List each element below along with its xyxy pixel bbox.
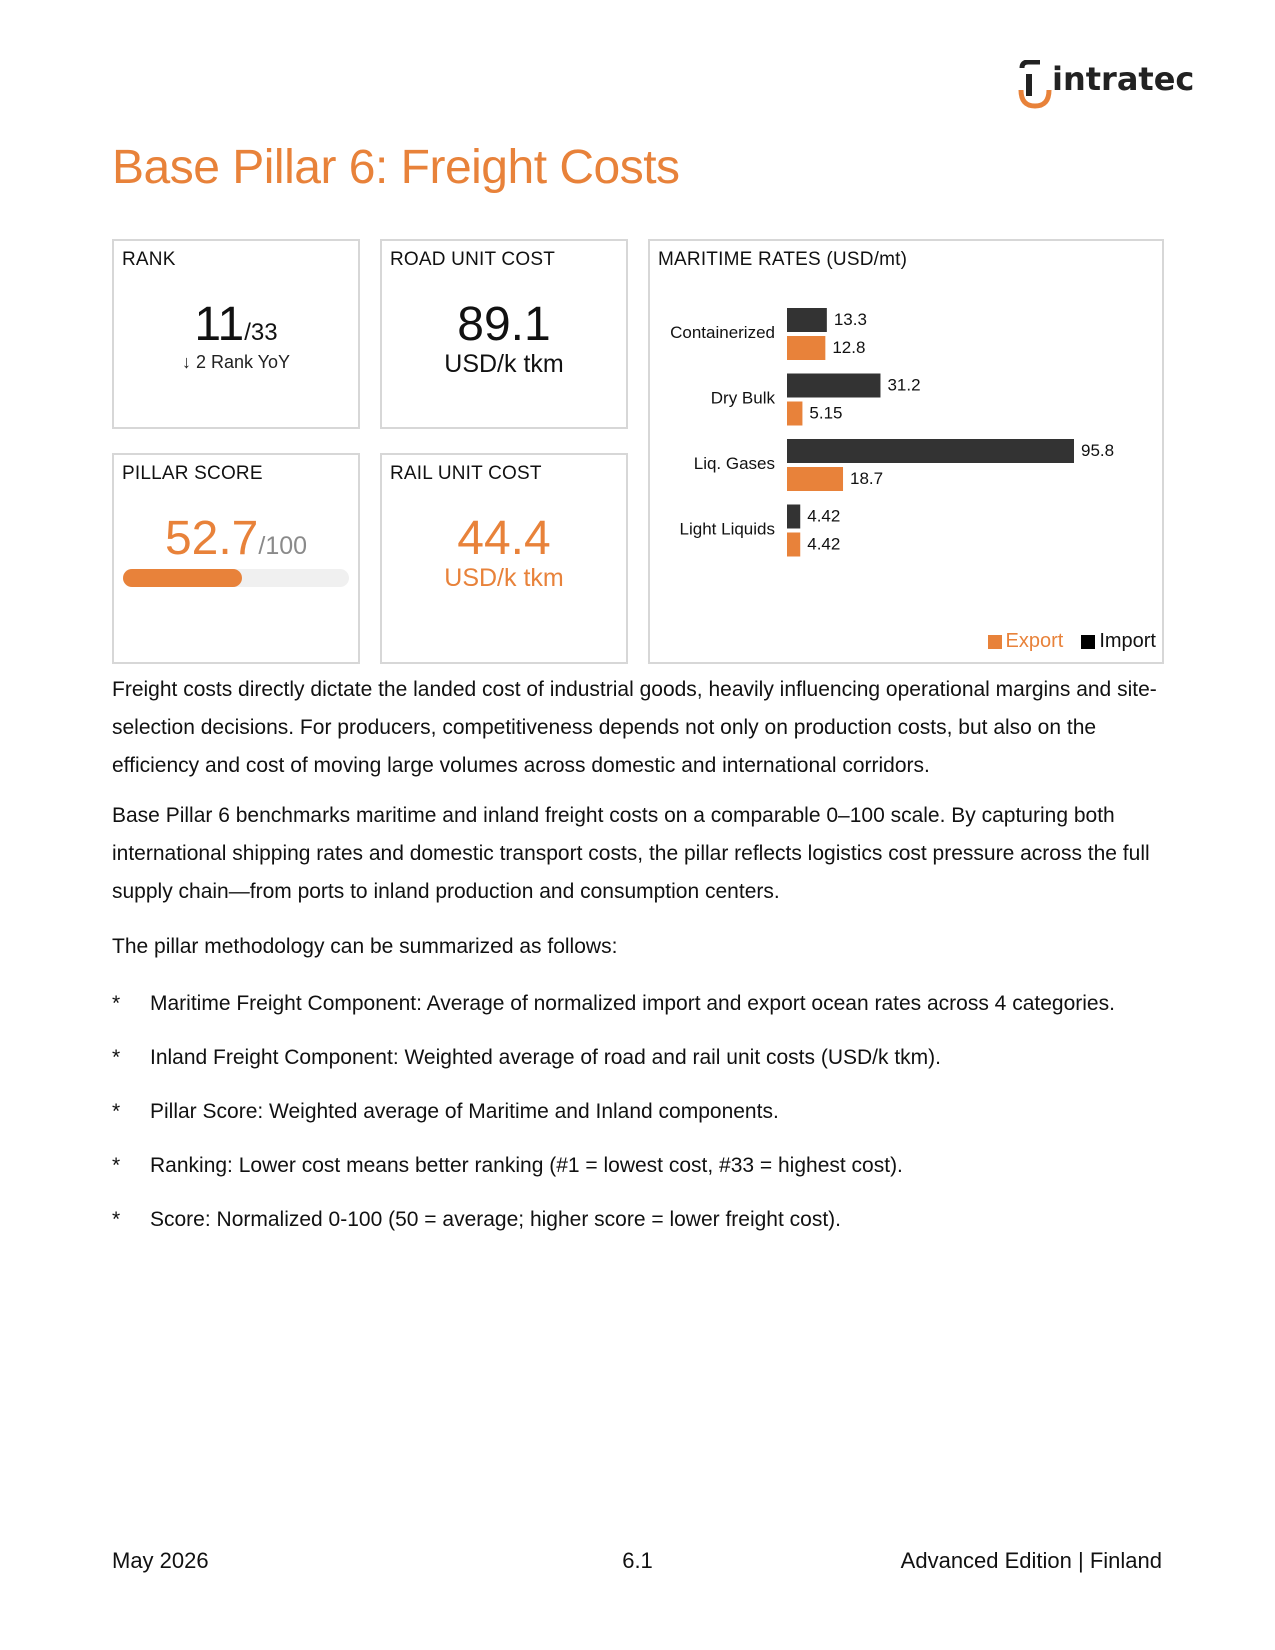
data-label-export-dry-bulk: 5.15 (809, 403, 843, 423)
bullet-marker: * (112, 1154, 121, 1177)
chart-legend (988, 630, 1157, 653)
list-item-text: Maritime Freight Component: Average of normalized import and export ocean rates across 4 categories. (150, 992, 1115, 1015)
maritime-rates-chart (650, 241, 1162, 621)
legend-item-export (988, 630, 1064, 653)
category-label-light-liquids: Light Liquids (679, 519, 775, 539)
list-item (112, 1147, 1164, 1185)
page-title: Base Pillar 6: Freight Costs (112, 141, 680, 194)
rank-value-line (114, 297, 358, 352)
score-value-line (114, 511, 358, 566)
data-label-export-liq-gases: 18.7 (850, 469, 884, 488)
list-item (112, 985, 1164, 1023)
rail-unit-cost-value: 44.4 (457, 512, 551, 565)
data-label-import-dry-bulk: 31.2 (887, 375, 921, 395)
legend-swatch-export (988, 635, 1002, 649)
bullet-marker: * (112, 1208, 121, 1231)
data-label-import-containerized: 13.3 (833, 310, 867, 329)
footer-date: May 2026 (112, 1548, 209, 1573)
score-value: 52.7 (164, 512, 259, 565)
road-unit-cost-card (380, 239, 628, 429)
list-item (112, 1201, 1164, 1239)
methodology-intro: The pillar methodology can be summarized as follows: (112, 935, 618, 958)
logo-text: intratec (1052, 60, 1195, 98)
data-label-export-containerized: 12.8 (832, 338, 866, 357)
list-item-text: Score: Normalized 0-100 (50 = average; higher score = lower freight cost). (150, 1208, 842, 1231)
bullet-marker: * (112, 992, 121, 1015)
score-total: /100 (258, 532, 308, 560)
score-progress-track (123, 569, 349, 587)
list-item (112, 1039, 1164, 1077)
rail-card-label: RAIL UNIT COST (390, 463, 542, 484)
methodology-list (112, 985, 1164, 1255)
bar-export-light-liquids (787, 533, 800, 557)
legend-swatch-import (1081, 635, 1095, 649)
rail-unit-cost-card (380, 453, 628, 664)
category-label-containerized: Containerized (670, 323, 775, 342)
data-label-import-light-liquids: 4.42 (807, 506, 841, 526)
footer-edition: Advanced Edition | Finland (900, 1548, 1162, 1573)
score-progress-fill (123, 569, 242, 587)
intratec-logo (1018, 56, 1195, 112)
benchmark-paragraph: Base Pillar 6 benchmarks maritime and inland freight costs on a comparable 0–100 scale. By capturing both international shipping rates and domestic transport costs, the pillar reflects logistics cost pressure across the full supply chain—from ports to inland production and consumption centers. (112, 804, 1150, 903)
bar-import-liq-gases (787, 439, 1074, 463)
footer-page-number: 6.1 (622, 1548, 653, 1573)
category-label-dry-bulk: Dry Bulk (710, 388, 775, 408)
bar-export-dry-bulk (787, 402, 802, 426)
rank-card (112, 239, 360, 429)
maritime-chart-title: MARITIME RATES (USD/mt) (658, 249, 908, 270)
list-item-text: Pillar Score: Weighted average of Maritime and Inland components. (150, 1100, 779, 1123)
rank-card-label: RANK (122, 249, 176, 270)
pillar-score-card (112, 453, 360, 664)
road-card-label: ROAD UNIT COST (390, 249, 556, 270)
maritime-rates-card (648, 239, 1164, 664)
logo-mark-icon (1018, 60, 1052, 110)
list-item (112, 1093, 1164, 1131)
bar-export-liq-gases (787, 467, 843, 491)
rank-value: 11 (194, 298, 245, 351)
list-item-text: Inland Freight Component: Weighted average of road and rail unit costs (USD/k tkm). (150, 1046, 941, 1069)
rank-yoy-change: ↓ 2 Rank YoY (181, 352, 291, 372)
bar-import-containerized (787, 308, 827, 332)
legend-item-import (1081, 630, 1156, 653)
bar-export-containerized (787, 336, 825, 360)
score-card-label: PILLAR SCORE (122, 463, 263, 484)
list-item-text: Ranking: Lower cost means better ranking (#1 = lowest cost, #33 = highest cost). (150, 1154, 903, 1177)
bullet-marker: * (112, 1046, 121, 1069)
category-label-liq-gases: Liq. Gases (693, 454, 775, 473)
bar-import-dry-bulk (787, 374, 880, 398)
legend-label-export: Export (1005, 630, 1064, 652)
bar-import-light-liquids (787, 505, 800, 529)
road-unit-cost-value: 89.1 (457, 298, 551, 351)
legend-label-import: Import (1099, 630, 1156, 652)
bullet-marker: * (112, 1100, 121, 1123)
intro-paragraph: Freight costs directly dictate the landed cost of industrial goods, heavily influencing operational margins and site-selection decisions. For producers, competitiveness depends not only on production costs, but also on the efficiency and cost of moving large volumes across domestic and international corridors. (112, 678, 1157, 777)
rank-total: /33 (244, 319, 278, 346)
data-label-import-liq-gases: 95.8 (1081, 441, 1115, 460)
rail-unit-cost-unit: USD/k tkm (444, 564, 564, 592)
road-unit-cost-unit: USD/k tkm (444, 350, 564, 378)
data-label-export-light-liquids: 4.42 (807, 534, 841, 554)
